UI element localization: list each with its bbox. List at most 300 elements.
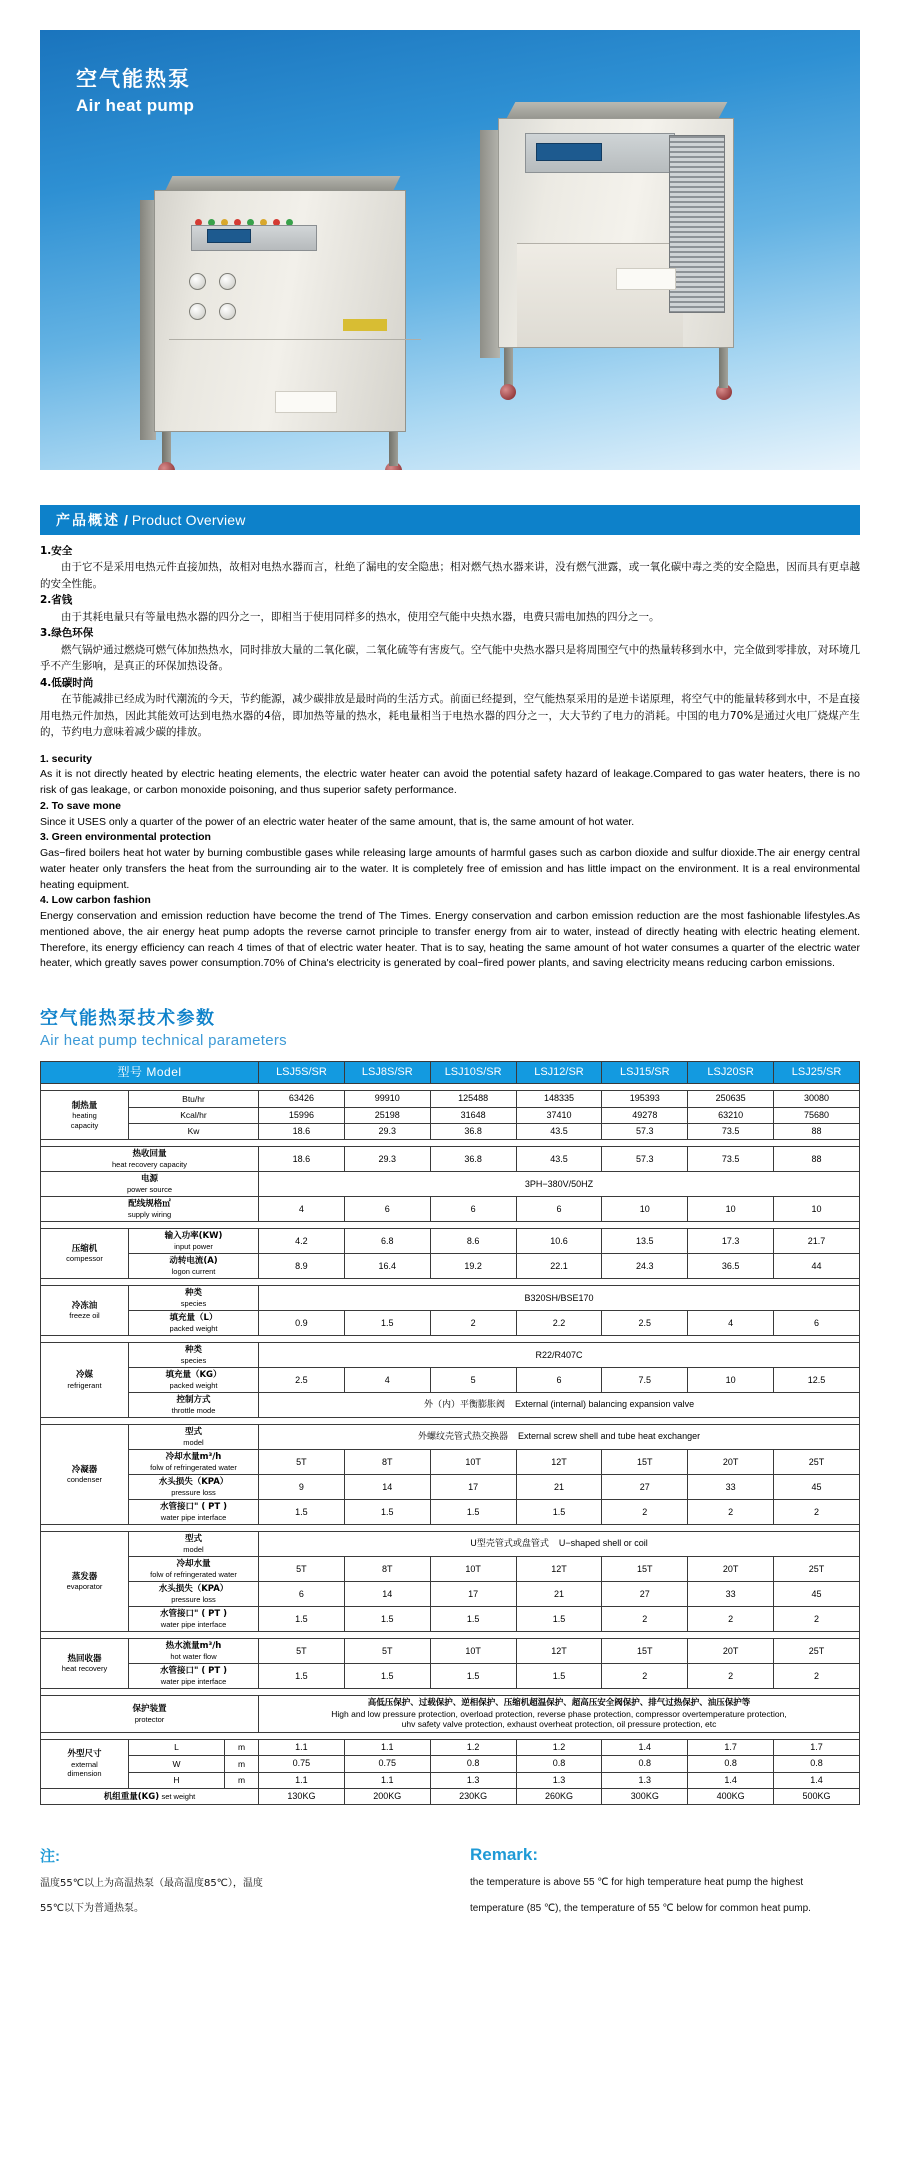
cell-value: 1.1 bbox=[344, 1740, 430, 1756]
table-row bbox=[41, 1197, 860, 1222]
table-row bbox=[41, 1475, 860, 1500]
cell-value: 2 bbox=[602, 1607, 688, 1632]
cell-value: 125488 bbox=[430, 1091, 516, 1107]
cell-value: 22.1 bbox=[516, 1254, 602, 1279]
cell-value: 6 bbox=[259, 1582, 345, 1607]
condenser-pipe-en: water pipe interface bbox=[160, 1512, 227, 1522]
condenser-pressure-loss-en: pressure loss bbox=[171, 1487, 216, 1497]
heating-capacity-en-1: heating bbox=[72, 1111, 97, 1121]
model-header-cn: 型号 bbox=[117, 1065, 143, 1080]
spec-table-wrapper bbox=[40, 1061, 860, 1805]
table-row bbox=[41, 1393, 860, 1418]
overview-cn-heading: 4.低碳时尚 bbox=[40, 676, 94, 689]
freeze-oil-species-value: B320SH/BSE170 bbox=[259, 1286, 860, 1311]
front-unit-brand-label bbox=[275, 391, 337, 413]
cell-value: 6 bbox=[516, 1197, 602, 1222]
product-overview-title-en: Product Overview bbox=[131, 512, 246, 528]
refrigerant-en: refrigerant bbox=[67, 1380, 102, 1390]
cell-value: 10 bbox=[774, 1197, 860, 1222]
cell-value: 14 bbox=[344, 1475, 430, 1500]
heat-recovery-flow-en: hot water flow bbox=[170, 1651, 217, 1661]
cell-value: 1.1 bbox=[259, 1740, 345, 1756]
refrigerant-throttle-label bbox=[129, 1393, 259, 1418]
table-spacer bbox=[41, 1689, 860, 1696]
cell-value: 250635 bbox=[688, 1091, 774, 1107]
condenser-flow-en: folw of refringerated water bbox=[150, 1462, 237, 1472]
table-spacer bbox=[41, 1222, 860, 1229]
cell-value: 21 bbox=[516, 1475, 602, 1500]
cell-value: 1.1 bbox=[344, 1772, 430, 1788]
condenser-group-label bbox=[41, 1425, 129, 1525]
cell-value: 1.5 bbox=[259, 1607, 345, 1632]
table-row bbox=[41, 1091, 860, 1107]
cell-value: 1.1 bbox=[259, 1772, 345, 1788]
cell-value: 33 bbox=[688, 1582, 774, 1607]
supply-wiring-cn: 配线规格㎡ bbox=[128, 1199, 171, 1210]
front-unit-panel-seam bbox=[169, 339, 421, 340]
freeze-oil-species-cn: 种类 bbox=[185, 1288, 203, 1299]
overview-en-heading: 2. To save mone bbox=[40, 799, 121, 812]
cell-value: 17.3 bbox=[688, 1229, 774, 1254]
cell-value: 1.4 bbox=[774, 1772, 860, 1788]
freeze-oil-en: freeze oil bbox=[69, 1311, 100, 1321]
cell-value: 230KG bbox=[430, 1788, 516, 1805]
cell-value: 1.5 bbox=[430, 1500, 516, 1525]
dimension-unit-label: m bbox=[225, 1756, 259, 1772]
overview-cn-paragraph: 燃气锅炉通过燃烧可燃气体加热热水，同时排放大量的二氧化碳，二氧化硫等有害废气。空气能中央热水器只是将周围空气中的热量转移到水中，完全做到零排放，对环境几乎不产生影响，是真正的环保加热设备。 bbox=[40, 643, 860, 673]
cell-value: 88 bbox=[774, 1123, 860, 1139]
table-row bbox=[41, 1147, 860, 1172]
refrigerant-cn: 冷媒 bbox=[75, 1370, 93, 1381]
cell-value: 44 bbox=[774, 1254, 860, 1279]
cell-value: 1.5 bbox=[344, 1607, 430, 1632]
cell-value: 10.6 bbox=[516, 1229, 602, 1254]
supply-wiring-en: supply wiring bbox=[127, 1209, 172, 1219]
note-title-cn: 注: bbox=[40, 1848, 60, 1866]
table-row bbox=[41, 1123, 860, 1139]
cell-value: 99910 bbox=[344, 1091, 430, 1107]
product-overview-separator: / bbox=[124, 512, 128, 528]
dimension-axis-label: W bbox=[129, 1756, 225, 1772]
table-row bbox=[41, 1311, 860, 1336]
table-row bbox=[41, 1172, 860, 1197]
product-overview-body bbox=[40, 543, 860, 972]
cell-value: 75680 bbox=[774, 1107, 860, 1123]
cell-value: 0.9 bbox=[259, 1311, 345, 1336]
protector-value-en-2: uhv safety valve protection, exhaust overheat protection, oil pressure protection, etc bbox=[401, 1719, 717, 1730]
protector-value-en-1: High and low pressure protection, overload protection, reverse phase protection, compressor overtemperature protection, bbox=[331, 1708, 787, 1719]
cell-value: 2 bbox=[774, 1500, 860, 1525]
cell-value: 4.2 bbox=[259, 1229, 345, 1254]
evaporator-pressure-loss-label bbox=[129, 1582, 259, 1607]
compressor-logon-current-cn: 动转电流(A) bbox=[169, 1256, 218, 1267]
table-row bbox=[41, 1107, 860, 1123]
evaporator-model-cn: 型式 bbox=[185, 1534, 203, 1545]
cell-value: 37410 bbox=[516, 1107, 602, 1123]
evaporator-pipe-cn: 水管接口" ( PT ) bbox=[159, 1609, 228, 1620]
table-row bbox=[41, 1756, 860, 1772]
condenser-model-value-cn: 外螺纹壳管式热交换器 bbox=[417, 1432, 508, 1443]
refrigerant-packed-cn: 填充量（KG） bbox=[165, 1370, 222, 1381]
condenser-model-cn: 型式 bbox=[185, 1427, 203, 1438]
refrigerant-species-cn: 种类 bbox=[185, 1345, 203, 1356]
cell-value: 1.3 bbox=[430, 1772, 516, 1788]
cell-value: 21 bbox=[516, 1582, 602, 1607]
model-header-cell bbox=[41, 1062, 259, 1084]
table-row bbox=[41, 1500, 860, 1525]
rear-unit-lower-panel bbox=[517, 243, 683, 347]
evaporator-model-value-cn: U型壳管式或盘管式 bbox=[470, 1539, 549, 1550]
cell-value: 2 bbox=[688, 1500, 774, 1525]
condenser-pipe-cn: 水管接口" ( PT ) bbox=[159, 1502, 228, 1513]
cell-value: 57.3 bbox=[602, 1123, 688, 1139]
table-row bbox=[41, 1696, 860, 1733]
cell-value: 12T bbox=[516, 1557, 602, 1582]
cell-value: 20T bbox=[688, 1639, 774, 1664]
note-en-line-1: the temperature is above 55 ℃ for high temperature heat pump the highest bbox=[470, 1877, 804, 1889]
overview-en-heading: 3. Green environmental protection bbox=[40, 831, 211, 844]
cell-value: 25T bbox=[774, 1639, 860, 1664]
cell-value: 200KG bbox=[344, 1788, 430, 1805]
compressor-group-label bbox=[41, 1229, 129, 1279]
cell-value: 400KG bbox=[688, 1788, 774, 1805]
condenser-model-value-en: External screw shell and tube heat exchanger bbox=[517, 1431, 701, 1442]
model-column-header: LSJ8S/SR bbox=[344, 1062, 430, 1084]
protector-cn: 保护装置 bbox=[132, 1704, 167, 1715]
cell-value: 2 bbox=[602, 1664, 688, 1689]
table-row bbox=[41, 1664, 860, 1689]
evaporator-pressure-loss-en: pressure loss bbox=[171, 1594, 216, 1604]
refrigerant-throttle-value bbox=[259, 1393, 860, 1418]
evaporator-cn: 蒸发器 bbox=[71, 1571, 98, 1582]
table-row bbox=[41, 1639, 860, 1664]
front-unit-caster-left bbox=[158, 462, 175, 470]
table-row bbox=[41, 1254, 860, 1279]
compressor-logon-current-en: logon current bbox=[171, 1266, 216, 1276]
cell-value: 8T bbox=[344, 1450, 430, 1475]
cell-value: 6 bbox=[774, 1311, 860, 1336]
front-unit-legs bbox=[154, 432, 406, 470]
refrigerant-throttle-en: throttle mode bbox=[171, 1405, 216, 1415]
cell-value: 12T bbox=[516, 1639, 602, 1664]
cell-value: 31648 bbox=[430, 1107, 516, 1123]
cell-value: 14 bbox=[344, 1582, 430, 1607]
cell-value: 45 bbox=[774, 1582, 860, 1607]
condenser-model-label bbox=[129, 1425, 259, 1450]
overview-en-block bbox=[40, 752, 860, 973]
cell-value: 1.7 bbox=[774, 1740, 860, 1756]
condenser-pressure-loss-cn: 水头损失（KPA） bbox=[158, 1477, 229, 1488]
heat-recovery-capacity-en: heat recovery capacity bbox=[111, 1159, 188, 1169]
cell-value: 0.75 bbox=[259, 1756, 345, 1772]
table-row bbox=[41, 1532, 860, 1557]
footer-notes bbox=[40, 1845, 860, 1925]
cell-value: 2 bbox=[602, 1500, 688, 1525]
cell-value: 12T bbox=[516, 1450, 602, 1475]
model-header-en: Model bbox=[146, 1065, 182, 1080]
cell-value: 24.3 bbox=[602, 1254, 688, 1279]
freeze-oil-cn: 冷冻油 bbox=[71, 1300, 98, 1311]
compressor-cn: 压缩机 bbox=[71, 1243, 98, 1254]
cell-value: 10 bbox=[602, 1197, 688, 1222]
dimension-axis-label: L bbox=[129, 1740, 225, 1756]
cell-value: 36.5 bbox=[688, 1254, 774, 1279]
chiller-unit-front-illustration bbox=[140, 190, 440, 470]
cell-value: 1.4 bbox=[688, 1772, 774, 1788]
cell-value: 20T bbox=[688, 1557, 774, 1582]
freeze-oil-group-label bbox=[41, 1286, 129, 1336]
rear-unit-body bbox=[498, 118, 734, 348]
cell-value: 73.5 bbox=[688, 1123, 774, 1139]
cell-value: 49278 bbox=[602, 1107, 688, 1123]
cell-value: 300KG bbox=[602, 1788, 688, 1805]
rear-unit-legs bbox=[498, 348, 734, 400]
refrigerant-species-en: species bbox=[180, 1355, 207, 1365]
dimension-unit-label: m bbox=[225, 1772, 259, 1788]
cell-value: 25T bbox=[774, 1450, 860, 1475]
supply-wiring-label bbox=[41, 1197, 259, 1222]
protector-en: protector bbox=[134, 1714, 165, 1724]
cell-value: 9 bbox=[259, 1475, 345, 1500]
cell-value: 10T bbox=[430, 1557, 516, 1582]
power-source-cn: 电源 bbox=[141, 1174, 159, 1185]
set-weight-label bbox=[41, 1788, 259, 1805]
cell-value: 6.8 bbox=[344, 1229, 430, 1254]
cell-value: 43.5 bbox=[516, 1147, 602, 1172]
rear-unit-caster-right bbox=[716, 384, 732, 400]
hero-title-block bbox=[76, 66, 194, 116]
table-row bbox=[41, 1286, 860, 1311]
rear-unit-display-screen bbox=[536, 143, 602, 161]
overview-cn-heading: 1.安全 bbox=[40, 545, 73, 557]
cell-value: 27 bbox=[602, 1475, 688, 1500]
front-unit-pressure-gauge bbox=[189, 273, 206, 290]
cell-value: 1.3 bbox=[516, 1772, 602, 1788]
chiller-unit-rear-illustration bbox=[480, 118, 750, 418]
refrigerant-packed-label bbox=[129, 1368, 259, 1393]
table-spacer bbox=[41, 1525, 860, 1532]
condenser-cn: 冷凝器 bbox=[71, 1464, 98, 1475]
cell-value: 17 bbox=[430, 1475, 516, 1500]
table-row bbox=[41, 1425, 860, 1450]
heat-recovery-group-label bbox=[41, 1639, 129, 1689]
cell-value: 1.5 bbox=[516, 1500, 602, 1525]
cell-value: 63210 bbox=[688, 1107, 774, 1123]
table-row bbox=[41, 1772, 860, 1788]
rear-unit-side-wall bbox=[480, 130, 500, 358]
cell-value: 1.5 bbox=[430, 1607, 516, 1632]
cell-value: 21.7 bbox=[774, 1229, 860, 1254]
compressor-input-power-en: input power bbox=[174, 1241, 213, 1251]
product-page bbox=[0, 30, 900, 1965]
dimension-unit-label: m bbox=[225, 1740, 259, 1756]
cell-value: 195393 bbox=[602, 1091, 688, 1107]
front-unit-display-screen bbox=[207, 229, 251, 243]
evaporator-model-value bbox=[259, 1532, 860, 1557]
dimension-axis-label: H bbox=[129, 1772, 225, 1788]
note-column-en bbox=[470, 1845, 860, 1925]
evaporator-flow-label bbox=[129, 1557, 259, 1582]
cell-value: 2.2 bbox=[516, 1311, 602, 1336]
cell-value: 27 bbox=[602, 1582, 688, 1607]
cell-value: 5T bbox=[259, 1557, 345, 1582]
cell-value: 0.8 bbox=[774, 1756, 860, 1772]
refrigerant-group-label bbox=[41, 1343, 129, 1418]
dimension-group-label bbox=[41, 1740, 129, 1789]
cell-value: 2.5 bbox=[602, 1311, 688, 1336]
overview-en-paragraph: As it is not directly heated by electric heating elements, the electric water heater can avoid the potential safety hazard of leakage.Compared to gas water heaters, there is no risk of gas leakage, or carbon monoxide poisoning, and thus superior safety performance. bbox=[40, 768, 860, 797]
cell-value: 130KG bbox=[259, 1788, 345, 1805]
rear-unit-condenser-grille bbox=[669, 135, 725, 313]
cell-value: 12.5 bbox=[774, 1368, 860, 1393]
cell-value: 4 bbox=[259, 1197, 345, 1222]
power-source-en: power source bbox=[126, 1184, 173, 1194]
evaporator-pipe-label bbox=[129, 1607, 259, 1632]
cell-value: 0.75 bbox=[344, 1756, 430, 1772]
table-row bbox=[41, 1343, 860, 1368]
evaporator-model-label bbox=[129, 1532, 259, 1557]
power-source-label bbox=[41, 1172, 259, 1197]
freeze-oil-packed-label bbox=[129, 1311, 259, 1336]
compressor-en: compessor bbox=[66, 1254, 103, 1264]
condenser-pipe-label bbox=[129, 1500, 259, 1525]
unit-label-btu: Btu/hr bbox=[129, 1091, 259, 1107]
unit-label-kw: Kw bbox=[129, 1123, 259, 1139]
heat-recovery-en: heat recovery bbox=[61, 1664, 108, 1674]
refrigerant-throttle-value-cn: 外（内）平衡膨胀阀 bbox=[423, 1400, 505, 1411]
model-column-header: LSJ15/SR bbox=[602, 1062, 688, 1084]
freeze-oil-species-en: species bbox=[180, 1298, 207, 1308]
product-overview-header bbox=[40, 505, 860, 535]
overview-en-paragraph: Energy conservation and emission reduction have become the trend of The Times. Energy conservation and carbon emission reduction are the most fashionable lifestyles.As mentioned above, the air energy heat pump adopts the reverse carnot principle to transfer energy from air to water, instead of directly heating with electric heating element. Therefore, its energy efficiency can reach 4 times of that of electric water heater. That is to say, heating the same amount of hot water consumes a quarter of the electric water heater, which greatly saves power consumption.70% of China's electricity is generated by coal−fired power plants, and saving electricity means reducing carbon emissions. bbox=[40, 910, 860, 970]
note-en-line-2: temperature (85 ℃), the temperature of 55 ℃ below for common heat pump. bbox=[470, 1903, 811, 1915]
evaporator-model-en: model bbox=[183, 1544, 204, 1554]
rear-unit-brand-label bbox=[616, 268, 676, 290]
front-unit-pressure-gauge bbox=[219, 303, 236, 320]
compressor-input-power-label bbox=[129, 1229, 259, 1254]
cell-value: 2 bbox=[688, 1607, 774, 1632]
cell-value: 1.5 bbox=[344, 1311, 430, 1336]
cell-value: 45 bbox=[774, 1475, 860, 1500]
condenser-model-en: model bbox=[183, 1437, 204, 1447]
cell-value: 7.5 bbox=[602, 1368, 688, 1393]
cell-value: 0.8 bbox=[602, 1756, 688, 1772]
cell-value: 15T bbox=[602, 1557, 688, 1582]
cell-value: 43.5 bbox=[516, 1123, 602, 1139]
cell-value: 33 bbox=[688, 1475, 774, 1500]
set-weight-cn: 机组重量(KG) bbox=[103, 1791, 160, 1802]
cell-value: 5T bbox=[344, 1639, 430, 1664]
cell-value: 13.5 bbox=[602, 1229, 688, 1254]
table-row bbox=[41, 1557, 860, 1582]
cell-value: 2 bbox=[774, 1664, 860, 1689]
model-column-header: LSJ20SR bbox=[688, 1062, 774, 1084]
table-spacer bbox=[41, 1279, 860, 1286]
hero-title-cn: 空气能热泵 bbox=[76, 68, 191, 91]
cell-value: 10T bbox=[430, 1639, 516, 1664]
front-unit-warning-sticker bbox=[343, 319, 387, 331]
evaporator-group-label bbox=[41, 1532, 129, 1632]
cell-value: 1.4 bbox=[602, 1740, 688, 1756]
model-column-header: LSJ10S/SR bbox=[430, 1062, 516, 1084]
refrigerant-throttle-cn: 控制方式 bbox=[176, 1395, 211, 1406]
model-column-header: LSJ25/SR bbox=[774, 1062, 860, 1084]
cell-value: 5 bbox=[430, 1368, 516, 1393]
table-header-row bbox=[41, 1062, 860, 1084]
cell-value: 1.5 bbox=[344, 1500, 430, 1525]
overview-cn-paragraph: 由于其耗电量只有等量电热水器的四分之一，即相当于使用同样多的热水，使用空气能中央热水器，电费只需电加热的四分之一。 bbox=[61, 610, 660, 623]
cell-value: 8.9 bbox=[259, 1254, 345, 1279]
table-row bbox=[41, 1368, 860, 1393]
cell-value: 1.2 bbox=[430, 1740, 516, 1756]
compressor-logon-current-label bbox=[129, 1254, 259, 1279]
cell-value: 29.3 bbox=[344, 1123, 430, 1139]
evaporator-pressure-loss-cn: 水头损失（KPA） bbox=[158, 1584, 229, 1595]
cell-value: 260KG bbox=[516, 1788, 602, 1805]
overview-cn-heading: 2.省钱 bbox=[40, 594, 73, 607]
table-row bbox=[41, 1740, 860, 1756]
cell-value: 29.3 bbox=[344, 1147, 430, 1172]
cell-value: 6 bbox=[344, 1197, 430, 1222]
heating-capacity-cn: 制热量 bbox=[71, 1100, 98, 1111]
cell-value: 0.8 bbox=[516, 1756, 602, 1772]
note-cn-line-2: 55℃以下为普通热泵。 bbox=[40, 1903, 144, 1915]
refrigerant-packed-en: packed weight bbox=[169, 1380, 218, 1390]
cell-value: 30080 bbox=[774, 1091, 860, 1107]
condenser-flow-label bbox=[129, 1450, 259, 1475]
unit-label-kcal: Kcal/hr bbox=[129, 1107, 259, 1123]
cell-value: 57.3 bbox=[602, 1147, 688, 1172]
cell-value: 1.3 bbox=[602, 1772, 688, 1788]
freeze-oil-packed-cn: 填充量（L） bbox=[169, 1313, 218, 1324]
table-spacer bbox=[41, 1336, 860, 1343]
table-row bbox=[41, 1229, 860, 1254]
cell-value: 0.8 bbox=[688, 1756, 774, 1772]
cell-value: 500KG bbox=[774, 1788, 860, 1805]
condenser-flow-cn: 冷却水量m³/h bbox=[165, 1452, 222, 1463]
heat-recovery-pipe-cn: 水管接口" ( PT ) bbox=[159, 1666, 228, 1677]
cell-value: 6 bbox=[430, 1197, 516, 1222]
front-unit-body bbox=[154, 190, 406, 432]
cell-value: 16.4 bbox=[344, 1254, 430, 1279]
cell-value: 4 bbox=[344, 1368, 430, 1393]
evaporator-flow-cn: 冷却水量 bbox=[176, 1559, 211, 1570]
condenser-en: condenser bbox=[66, 1475, 103, 1485]
note-column-cn bbox=[40, 1845, 430, 1925]
refrigerant-species-value: R22/R407C bbox=[259, 1343, 860, 1368]
overview-en-paragraph: Gas−fired boilers heat hot water by burning combustible gases while releasing large amounts of harmful gases such as carbon dioxide and sulfur dioxide.The air energy central water heater only transfers the heat from the surrounding air to the water. It is completely free of emission and has little impact on the environment. It is a real environmental heating equipment. bbox=[40, 847, 860, 891]
heat-recovery-flow-label bbox=[129, 1639, 259, 1664]
cell-value: 88 bbox=[774, 1147, 860, 1172]
cell-value: 17 bbox=[430, 1582, 516, 1607]
cell-value: 1.5 bbox=[344, 1664, 430, 1689]
table-spacer bbox=[41, 1733, 860, 1740]
cell-value: 2 bbox=[688, 1664, 774, 1689]
freeze-oil-packed-en: packed weight bbox=[169, 1323, 218, 1333]
protector-value bbox=[259, 1696, 860, 1733]
cell-value: 148335 bbox=[516, 1091, 602, 1107]
cell-value: 1.5 bbox=[516, 1664, 602, 1689]
dimension-en-1: external bbox=[71, 1759, 98, 1769]
cell-value: 20T bbox=[688, 1450, 774, 1475]
evaporator-pipe-en: water pipe interface bbox=[160, 1619, 227, 1629]
heat-recovery-pipe-label bbox=[129, 1664, 259, 1689]
model-column-header: LSJ12/SR bbox=[516, 1062, 602, 1084]
overview-en-heading: 1. security bbox=[40, 752, 92, 765]
heat-recovery-pipe-en: water pipe interface bbox=[160, 1676, 227, 1686]
cell-value: 5T bbox=[259, 1450, 345, 1475]
cell-value: 8T bbox=[344, 1557, 430, 1582]
